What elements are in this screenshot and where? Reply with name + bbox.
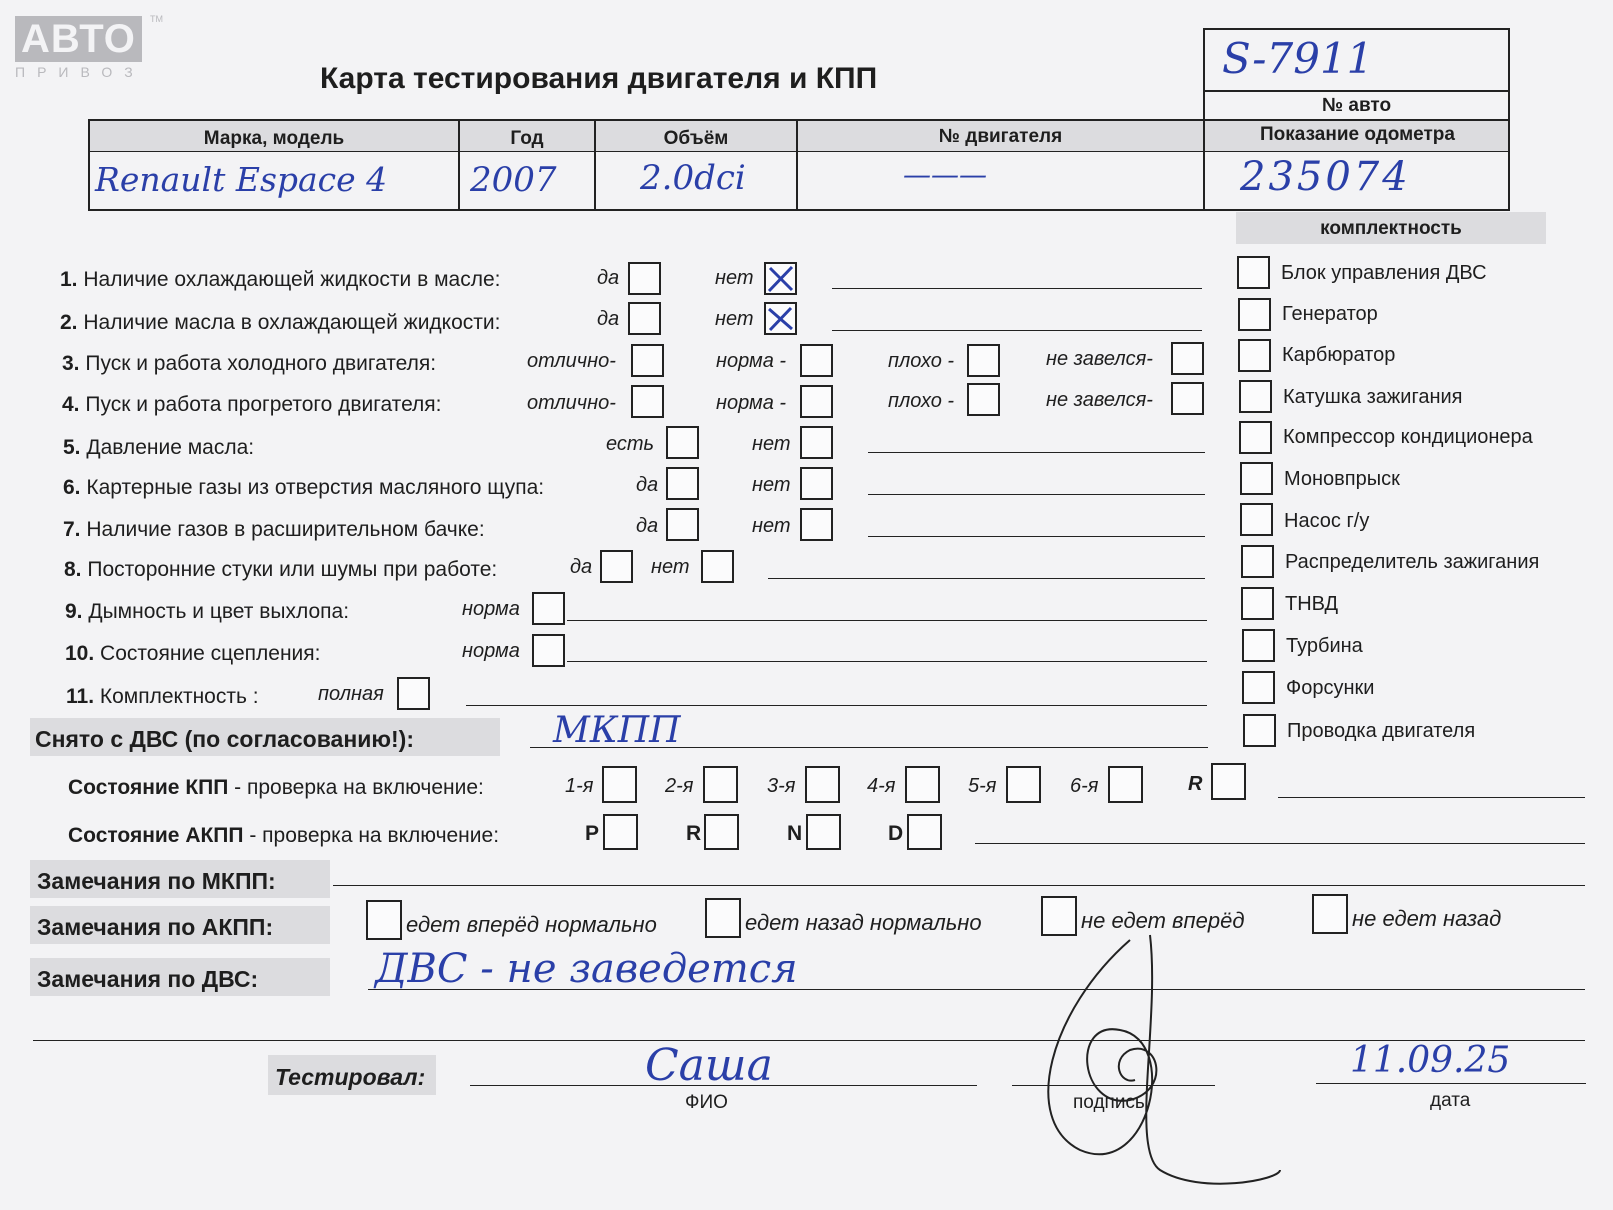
check-9 [65,600,349,624]
check-9-text: Дымность и цвет выхлопа: [88,600,350,623]
date-value: 11.09.25 [1350,1040,1511,1081]
check-11-line [466,705,1207,706]
check-8-no-box[interactable] [701,550,734,583]
check-4-opt3: плохо - [888,390,955,412]
mode-r-label: R [686,822,702,845]
kit-item-1: Блок управления ДВС [1281,262,1487,284]
check-1-text: Наличие охлаждающей жидкости в масле: [83,268,501,291]
logo-tm: TM [150,14,163,24]
check-7-opt2: нет [752,515,791,537]
kpp-label-rest: - проверка на включение: [228,776,484,799]
check-1-cross-icon [764,262,797,295]
kit-box-3[interactable] [1238,339,1271,372]
check-9-line [567,620,1207,621]
check-5-num: 5. [63,436,81,459]
check-3-excellent-box[interactable] [631,344,664,377]
check-2-text: Наличие масла в охлаждающей жидкости: [83,311,501,334]
check-3-text: Пуск и работа холодного двигателя: [85,352,437,375]
kit-item-5: Компрессор кондиционера [1283,426,1533,448]
mode-d-label: D [888,822,904,845]
check-5-opt1: есть [606,433,655,455]
akpp-remarks-label: Замечания по АКПП: [37,914,274,940]
check-8-num: 8. [64,558,82,581]
dvs-remarks-value: ДВС - не заведется [375,946,798,992]
gear-5-label: 5-я [968,775,997,797]
check-10 [65,642,320,666]
check-1-opt2: нет [715,267,754,289]
check-1-line [832,288,1202,289]
mkpp-line [333,885,1585,886]
check-2-num: 2. [60,311,78,334]
check-4-text: Пуск и работа прогретого двигателя: [85,393,442,416]
logo [15,16,150,86]
kit-heading: комплектность [1320,218,1462,239]
check-10-text: Состояние сцепления: [100,642,321,665]
check-8-opt2: нет [651,556,690,578]
akpp-no-forward: не едет вперёд [1081,908,1245,933]
check-2 [60,311,500,335]
akpp-no-back: не едет назад [1352,906,1502,931]
akpp-label-rest: - проверка на включение: [243,824,500,847]
kit-box-5[interactable] [1239,421,1272,454]
check-4-opt2: норма - [716,392,787,414]
gear-3-box[interactable] [805,766,840,803]
akpp-no-back-box[interactable] [1312,894,1348,934]
mkpp-remarks-label: Замечания по МКПП: [37,868,276,894]
kit-box-1[interactable] [1237,256,1270,289]
check-10-num: 10. [65,642,95,665]
check-5-opt2: нет [752,433,791,455]
check-3-bad-box[interactable] [967,344,1000,377]
mode-d-box[interactable] [907,814,942,850]
check-6-line [868,494,1205,495]
check-6-text: Картерные газы из отверстия масляного щупа: [86,476,545,499]
logo-bottom: ПРИВОЗ [15,64,145,80]
check-1-opt1: да [597,267,620,289]
check-1 [60,268,500,292]
kit-item-2: Генератор [1282,303,1378,325]
check-6-opt2: нет [752,474,791,496]
check-8-yes-box[interactable] [600,550,633,583]
kit-item-12: Проводка двигателя [1287,720,1476,742]
date-caption: дата [1430,1090,1471,1111]
dvs-line [368,989,1585,990]
check-1-yes-box[interactable] [628,262,661,295]
check-4-opt4: не завелся- [1046,389,1153,411]
year-value: 2007 [470,160,557,200]
kit-item-10: Турбина [1286,635,1363,657]
check-4-normal-box[interactable] [800,385,833,418]
gear-2-box[interactable] [703,766,738,803]
check-5 [63,436,254,460]
brand-label: Марка, модель [203,128,345,149]
check-8-text: Посторонние стуки или шумы при работе: [87,558,498,581]
check-6-num: 6. [63,476,81,499]
check-7 [63,518,485,542]
gear-2-label: 2-я [665,775,694,797]
tested-label: Тестировал: [275,1064,426,1090]
odometer-label: Показание одометра [1260,124,1455,145]
check-2-no-box[interactable] [764,302,797,335]
kit-item-6: Моновпрыск [1284,468,1400,490]
page-title: Карта тестирования двигателя и КПП [320,62,878,95]
kpp-label-bold: Состояние КПП [68,776,229,799]
engine-label: № двигателя [938,126,1063,147]
volume-value: 2.0dci [640,158,746,198]
mode-p-box[interactable] [603,814,638,850]
akpp-label-bold: Состояние АКПП [68,824,244,847]
check-11-opt1: полная [318,683,384,705]
gear-3-label: 3-я [767,775,796,797]
kit-item-9: ТНВД [1285,593,1339,615]
check-3-num: 3. [62,352,80,375]
auto-number-label: № авто [1321,95,1392,116]
check-9-normal-box[interactable] [532,592,565,625]
check-7-text: Наличие газов в расширительном бачке: [86,518,485,541]
gear-6-label: 6-я [1070,775,1099,797]
akpp-forward-ok: едет вперёд нормально [406,912,657,937]
check-2-yes-box[interactable] [628,302,661,335]
check-7-line [868,536,1205,537]
check-3-nostart-box[interactable] [1171,342,1204,375]
gear-1-box[interactable] [602,766,637,803]
gear-r-box[interactable] [1211,763,1246,800]
kpp-label [68,776,484,800]
check-6-opt1: да [636,474,659,496]
kit-box-11[interactable] [1242,671,1275,704]
akpp-line [975,843,1585,844]
kit-item-8: Распределитель зажигания [1285,551,1540,573]
check-6-yes-box[interactable] [666,467,699,500]
check-4-num: 4. [62,393,80,416]
tester-name: Саша [645,1040,773,1091]
check-2-cross-icon [764,302,797,335]
removed-label: Снято с ДВС (по согласованию!): [35,726,414,752]
gear-6-box[interactable] [1108,766,1143,803]
mode-r-box[interactable] [704,814,739,850]
header-divider [88,151,1510,152]
check-6-no-box[interactable] [800,467,833,500]
check-2-opt2: нет [715,308,754,330]
check-3-opt3: плохо - [888,350,955,372]
check-11-num: 11. [66,685,95,708]
check-9-opt1: норма [462,598,520,620]
check-8-opt1: да [570,556,593,578]
check-8-line [768,578,1205,579]
check-7-opt1: да [636,515,659,537]
kit-box-7[interactable] [1240,503,1273,536]
check-3-normal-box[interactable] [800,344,833,377]
mode-p-label: P [585,822,600,845]
kpp-line [1278,797,1585,798]
mode-n-label: N [787,822,803,845]
kit-item-4: Катушка зажигания [1283,386,1463,408]
engine-value: ——— [903,158,987,191]
check-8 [64,558,497,582]
check-5-text: Давление масла: [86,436,255,459]
volume-label: Объём [663,128,729,149]
kit-box-10[interactable] [1242,629,1275,662]
akpp-label [68,824,499,848]
kit-item-11: Форсунки [1286,677,1375,699]
check-10-opt1: норма [462,640,520,662]
kit-box-6[interactable] [1240,462,1273,495]
check-10-normal-box[interactable] [532,634,565,667]
logo-top: АВТО [15,16,142,62]
check-6 [63,476,544,500]
check-5-no-box[interactable] [800,426,833,459]
gear-5-box[interactable] [1006,766,1041,803]
signature-caption: подпись [1073,1092,1145,1113]
check-7-no-box[interactable] [800,508,833,541]
odometer-value: 235074 [1240,154,1411,200]
check-1-num: 1. [60,268,78,291]
akpp-back-ok-box[interactable] [705,898,741,938]
check-11-text: Комплектность : [99,685,259,708]
check-2-opt1: да [597,308,620,330]
kit-box-9[interactable] [1241,587,1274,620]
check-3 [62,352,436,376]
kit-box-2[interactable] [1238,298,1271,331]
check-10-line [567,661,1207,662]
mode-n-box[interactable] [806,814,841,850]
check-1-no-box[interactable] [764,262,797,295]
gear-1-label: 1-я [565,775,594,797]
check-4-excellent-box[interactable] [631,385,664,418]
check-7-yes-box[interactable] [666,508,699,541]
gear-4-box[interactable] [905,766,940,803]
auto-number-value: S-7911 [1222,34,1374,83]
gear-4-label: 4-я [867,775,896,797]
dvs-remarks-label: Замечания по ДВС: [37,966,259,992]
check-3-opt4: не завелся- [1046,348,1153,370]
kit-item-7: Насос г/у [1284,510,1370,532]
check-3-opt2: норма - [716,350,787,372]
check-2-line [832,330,1202,331]
kit-box-4[interactable] [1239,380,1272,413]
akpp-forward-ok-box[interactable] [366,900,402,940]
check-5-yes-box[interactable] [666,426,699,459]
check-11-full-box[interactable] [397,677,430,710]
check-7-num: 7. [63,518,81,541]
check-9-num: 9. [65,600,83,623]
name-caption: ФИО [685,1092,728,1113]
kit-box-12[interactable] [1243,714,1276,747]
brand-value: Renault Espace 4 [95,160,388,199]
check-5-line [868,452,1205,453]
check-4-bad-box[interactable] [967,383,1000,416]
check-11 [66,685,259,709]
date-line [1316,1083,1586,1084]
gear-r-label: R [1188,773,1203,795]
year-label: Год [510,128,544,149]
name-line [470,1085,977,1086]
check-4-opt1: отлично- [527,392,616,414]
removed-line [530,747,1208,748]
check-4-nostart-box[interactable] [1171,382,1204,415]
kit-item-3: Карбюратор [1282,344,1396,366]
check-4 [62,393,442,417]
removed-value: МКПП [553,710,681,751]
kit-box-8[interactable] [1241,545,1274,578]
check-3-opt1: отлично- [527,350,616,372]
signature-scribble [1010,920,1290,1200]
akpp-back-ok: едет назад нормально [745,910,982,935]
